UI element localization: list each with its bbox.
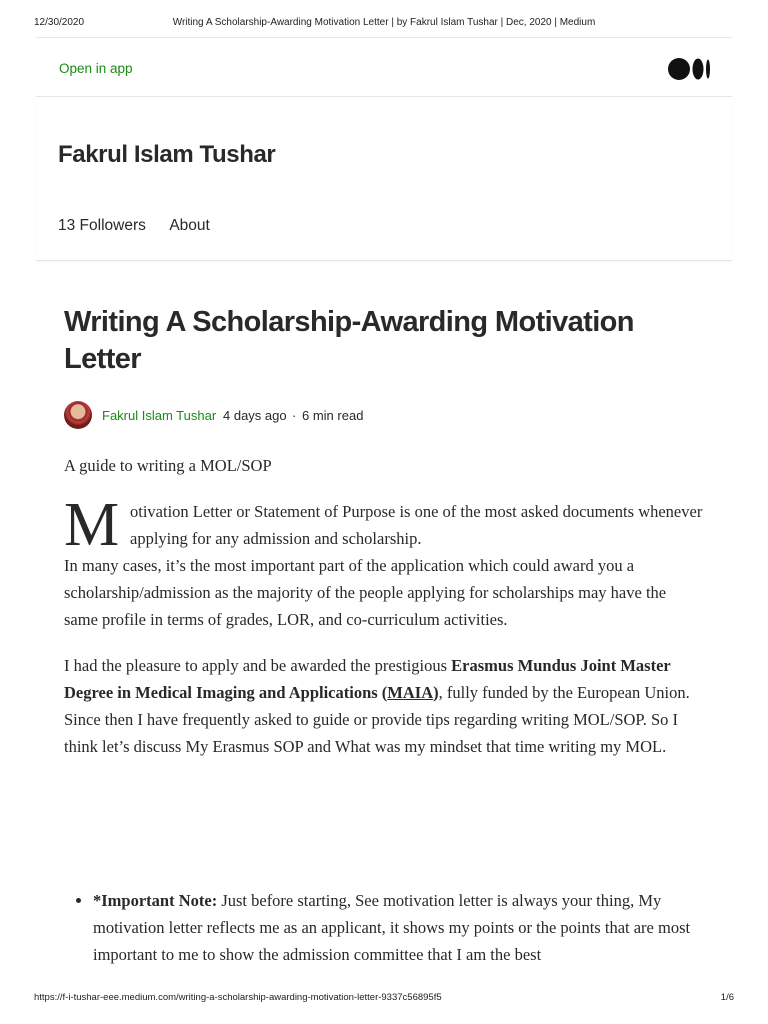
article-subtitle: A guide to writing a MOL/SOP	[64, 456, 272, 475]
author-name[interactable]: Fakrul Islam Tushar	[58, 141, 276, 168]
followers-link[interactable]: 13 Followers	[58, 217, 146, 234]
paragraph-2	[64, 652, 704, 760]
paragraph-1-rest: In many cases, it’s the most important part of the application which could award you a scholarship/admission as the majority of the people applying for scholarships may have the same profile in terms of grades, LOR, and co-curriculum activities.	[64, 556, 667, 629]
print-footer	[34, 992, 734, 1006]
avatar[interactable]	[64, 401, 92, 429]
print-url: https://f-i-tushar-eee.medium.com/writing-a-scholarship-awarding-motivation-letter-9337c56895f5	[34, 992, 442, 1003]
article-title: Writing A Scholarship-Awarding Motivation Letter	[64, 306, 634, 375]
about-link[interactable]: About	[169, 217, 210, 234]
byline-date[interactable]: 4 days ago	[223, 408, 287, 423]
p2-end: , fully funded by the European Union. Since then I have frequently asked to guide or provide tips regarding writing MOL/SOP. So I think let’s discuss My Erasmus SOP and What was my mindset that time writing my MOL.	[64, 683, 690, 756]
p2-bold-text: Erasmus Mundus Joint Master Degree in Medical Imaging and Applications (	[64, 656, 671, 702]
note-label: *Important Note:	[93, 891, 218, 910]
drop-cap: M	[64, 491, 120, 559]
print-title: Writing A Scholarship-Awarding Motivation Letter | by Fakrul Islam Tushar | Dec, 2020 | Medium	[172, 17, 596, 28]
medium-logo-icon[interactable]	[668, 58, 712, 80]
p2-bold-close: )	[433, 683, 439, 702]
byline-separator: ·	[292, 408, 297, 423]
p2-start: I had the pleasure to apply and be awarded the prestigious	[64, 656, 452, 675]
top-bar	[36, 37, 732, 97]
note-text: Just before starting, See motivation letter is always your thing, My motivation letter reflects me as an applicant, it shows my points or the points that are most important to me to show the admission committee that I am the best	[93, 891, 691, 964]
read-time: 6 min read	[302, 408, 364, 423]
bullet-list	[64, 887, 704, 968]
open-in-app-link[interactable]: Open in app	[59, 61, 133, 76]
author-header	[36, 97, 732, 261]
author-meta	[58, 217, 230, 235]
maia-link[interactable]: MAIA	[387, 683, 434, 702]
paragraph-1-first: otivation Letter or Statement of Purpose is one of the most asked documents whenever applying for any admission and scholarship.	[130, 502, 703, 548]
page-number: 1/6	[720, 992, 734, 1003]
list-item	[64, 887, 704, 968]
print-date: 12/30/2020	[34, 17, 85, 28]
byline-author[interactable]: Fakrul Islam Tushar	[102, 408, 217, 423]
print-header	[34, 17, 734, 31]
